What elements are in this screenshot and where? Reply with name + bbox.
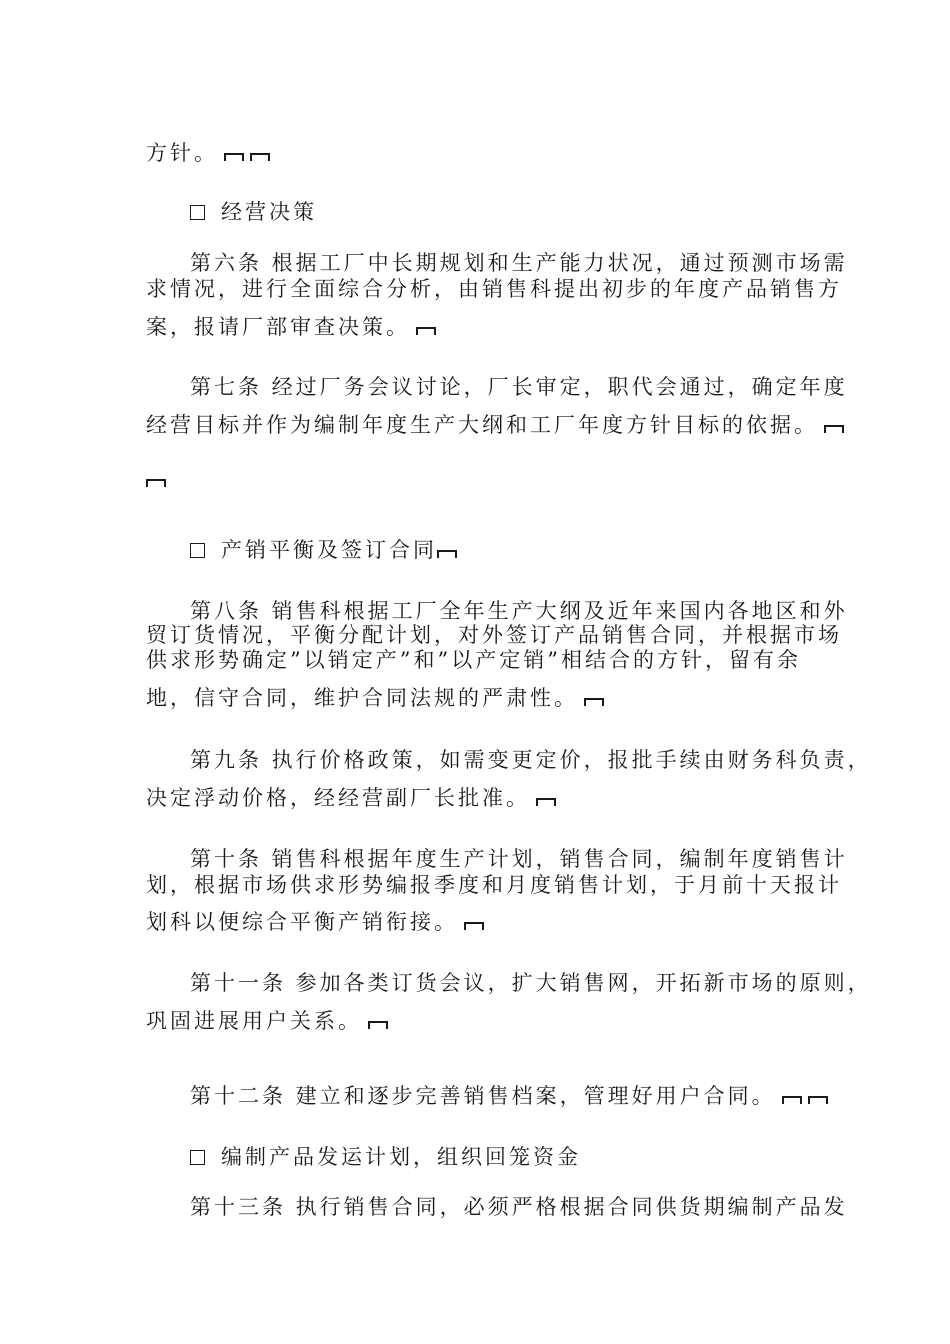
checkbox-icon	[190, 543, 205, 558]
paragraph-mark-icon	[464, 922, 484, 930]
text-line: 第十条 销售科根据年度生产计划，销售合同，编制年度销售计	[190, 847, 848, 871]
text-line: 划，根据市场供求形势编报季度和月度销售计划，于月前十天报计	[146, 873, 842, 897]
paragraph-mark-icon	[437, 550, 457, 558]
text-line	[146, 314, 436, 340]
text-line	[190, 1083, 828, 1109]
paragraph-mark-icon	[824, 425, 844, 433]
section-heading	[190, 199, 317, 225]
text-line: 第六条 根据工厂中长期规划和生产能力状况，通过预测市场需	[190, 251, 848, 275]
line-text: 划科以便综合平衡产销衔接。	[146, 910, 458, 934]
checkbox-icon	[190, 205, 205, 220]
paragraph-mark-icon	[368, 1021, 388, 1029]
heading-text: 经营决策	[221, 200, 317, 224]
line-text: 决定浮动价格，经经营副厂长批准。	[146, 786, 530, 810]
paragraph-mark-icon	[584, 698, 604, 706]
text-line: 第九条 执行价格政策，如需变更定价，报批手续由财务科负责，	[190, 748, 872, 772]
line-text: 第十二条 建立和逐步完善销售档案，管理好用户合同。	[190, 1084, 776, 1108]
text-line: 求情况，进行全面综合分析，由销售科提出初步的年度产品销售方	[146, 277, 842, 301]
paragraph-mark-icon	[782, 1096, 802, 1104]
heading-text: 编制产品发运计划，组织回笼资金	[221, 1145, 581, 1169]
text-line: 第八条 销售科根据工厂全年生产大纲及近年来国内各地区和外	[190, 599, 848, 623]
text-line	[146, 685, 604, 711]
text-line: 贸订货情况，平衡分配计划，对外签订产品销售合同，并根据市场	[146, 623, 842, 647]
paragraph-mark-icon	[250, 153, 270, 161]
text-line: 第十三条 执行销售合同，必须严格根据合同供货期编制产品发	[190, 1195, 848, 1219]
line-text: 巩固进展用户关系。	[146, 1009, 362, 1033]
section-heading	[190, 537, 457, 563]
section-heading	[190, 1144, 581, 1170]
text-line: 第七条 经过厂务会议讨论，厂长审定，职代会通过，确定年度	[190, 375, 848, 399]
text-line: 第十一条 参加各类订货会议，扩大销售网，开拓新市场的原则，	[190, 971, 872, 995]
text-line	[146, 909, 484, 935]
text-line	[146, 785, 556, 811]
paragraph-mark-icon	[416, 327, 436, 335]
line-text: 案，报请厂部审查决策。	[146, 315, 410, 339]
checkbox-icon	[190, 1150, 205, 1165]
text-line	[146, 412, 844, 438]
text-line	[146, 466, 166, 492]
line-text: 方针。	[146, 141, 218, 165]
line-text: 经营目标并作为编制年度生产大纲和工厂年度方针目标的依据。	[146, 413, 818, 437]
line-text: 地，信守合同，维护合同法规的严肃性。	[146, 686, 578, 710]
paragraph-mark-icon	[224, 153, 244, 161]
paragraph-mark-icon	[808, 1096, 828, 1104]
text-line: 供求形势确定”以销定产”和”以产定销”相结合的方针，留有余	[146, 648, 801, 672]
text-line	[146, 140, 270, 166]
heading-text: 产销平衡及签订合同	[221, 538, 437, 562]
text-line	[146, 1008, 388, 1034]
paragraph-mark-icon	[536, 798, 556, 806]
paragraph-mark-icon	[146, 479, 166, 487]
